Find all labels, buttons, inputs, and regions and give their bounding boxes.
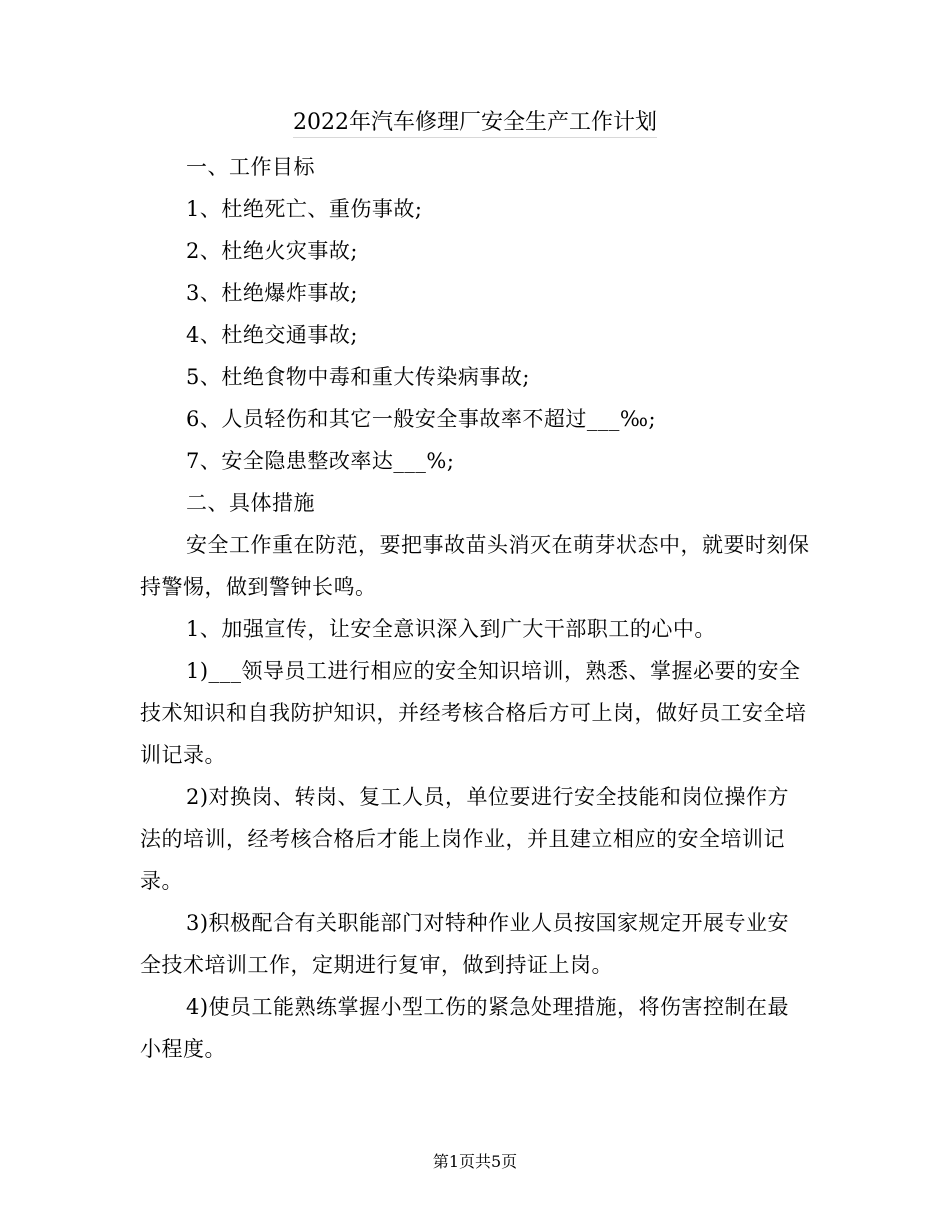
goal-item-5: 5、杜绝食物中毒和重大传染病事故;: [186, 365, 530, 389]
goal-item-7: 7、安全隐患整改率达___%;: [186, 449, 455, 473]
section-heading-measures: 二、具体措施: [186, 491, 315, 515]
document-title: 2022年汽车修理厂安全生产工作计划: [293, 110, 657, 138]
document-body: [140, 146, 810, 1070]
goal-item-2: 2、杜绝火灾事故;: [186, 239, 358, 263]
page-number-footer: 第1页共5页: [432, 1152, 518, 1171]
goal-item-1: 1、杜绝死亡、重伤事故;: [186, 197, 423, 221]
measure-1-item-3: 3)积极配合有关职能部门对特种作业人员按国家规定开展专业安全技术培训工作，定期进行复审，做到持证上岗。: [140, 911, 790, 977]
measure-1-item-2: 2)对换岗、转岗、复工人员，单位要进行安全技能和岗位操作方法的培训，经考核合格后才能上岗作业，并且建立相应的安全培训记录。: [140, 785, 790, 893]
goal-item-6: 6、人员轻伤和其它一般安全事故率不超过___‰;: [186, 407, 657, 431]
document-title-container: [0, 106, 950, 140]
measures-intro: 安全工作重在防范，要把事故苗头消灭在萌芽状态中，就要时刻保持警惕，做到警钟长鸣。: [140, 533, 810, 599]
measure-1-item-4: 4)使员工能熟练掌握小型工伤的紧急处理措施，将伤害控制在最小程度。: [140, 995, 790, 1061]
goal-item-4: 4、杜绝交通事故;: [186, 323, 358, 347]
measure-1-item-1: 1)___领导员工进行相应的安全知识培训，熟悉、掌握必要的安全技术知识和自我防护知识，并经考核合格后方可上岗，做好员工安全培训记录。: [140, 659, 807, 767]
measure-1-heading: 1、加强宣传，让安全意识深入到广大干部职工的心中。: [186, 617, 716, 641]
section-heading-goals: 一、工作目标: [186, 155, 315, 179]
goal-item-3: 3、杜绝爆炸事故;: [186, 281, 358, 305]
